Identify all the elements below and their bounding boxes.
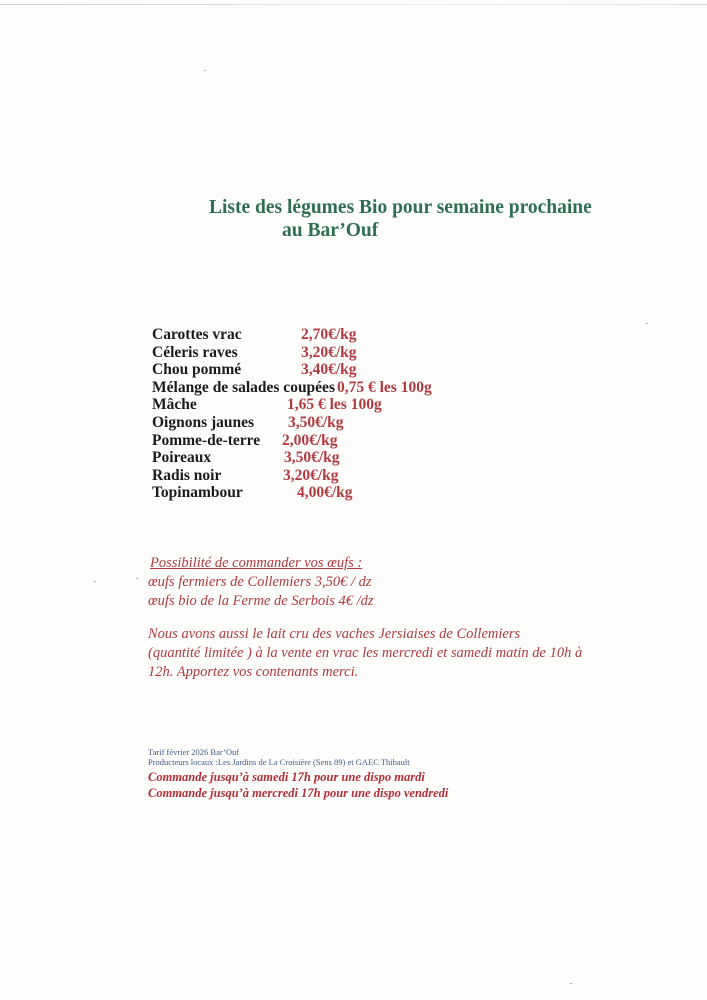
vegetable-price: 3,50€/kg [284,449,340,467]
vegetable-price: 3,40€/kg [301,361,357,379]
vegetable-price: 2,00€/kg [282,431,338,449]
page-subtitle: au Bar’Ouf [282,220,379,241]
order-deadline: Commande jusqu’à samedi 17h pour une dispo mardi [148,770,425,784]
vegetable-name: Oignons jaunes [152,413,255,431]
vegetable-name: Pomme-de-terre [152,431,261,449]
eggs-line: œufs fermiers de Collemiers 3,50€ / dz [148,574,372,590]
scan-speck [94,581,96,582]
list-item [152,467,652,485]
eggs-line: œufs bio de la Ferme de Serbois 4€ /dz [148,593,374,609]
order-deadline: Commande jusqu’à mercredi 17h pour une dispo vendredi [148,786,449,800]
vegetable-price-list [152,326,652,502]
scan-speck [570,983,572,984]
vegetable-name: Céleris raves [152,343,238,361]
vegetable-name: Topinambour [152,484,243,502]
vegetable-name: Chou pommé [152,361,242,379]
vegetable-price: 4,00€/kg [297,484,353,502]
list-item [152,326,652,344]
list-item [152,396,652,414]
vegetable-price: 1,65 € les 100g [287,396,382,414]
vegetable-name: Poireaux [152,449,212,467]
vegetable-name: Carottes vrac [152,326,242,343]
list-item [152,414,652,432]
scan-speck [646,323,648,324]
vegetable-price: 3,20€/kg [301,343,357,361]
list-item [152,379,652,397]
scan-speck [136,578,138,579]
vegetable-name: Radis noir [152,466,222,484]
page-title: Liste des légumes Bio pour semaine prochaine [209,197,592,218]
list-item [152,449,652,467]
list-item [152,484,652,502]
list-item [152,344,652,362]
vegetable-price: 0,75 € les 100g [337,378,432,396]
tarif-note: Tarif février 2026 Bar’Ouf [148,747,240,757]
scan-speck [204,70,206,71]
vegetable-price: 2,70€/kg [301,326,357,343]
list-item [152,361,652,379]
vegetable-price: 3,50€/kg [288,413,344,431]
vegetable-name: Mélange de salades coupées [152,378,335,396]
scan-edge-line [0,4,707,5]
milk-paragraph-line: Nous avons aussi le lait cru des vaches Jersiaises de Collemiers [148,626,521,642]
milk-paragraph-line: 12h. Apportez vos contenants merci. [148,664,359,680]
milk-paragraph-line: (quantité limitée ) à la vente en vrac les mercredi et samedi matin de 10h à [148,645,583,661]
list-item [152,432,652,450]
producers-note: Producteurs locaux :Les Jardins de La Croisière (Sens 89) et GAEC Thibault [148,757,410,767]
eggs-heading: Possibilité de commander vos œufs : [150,555,363,571]
vegetable-name: Mâche [152,396,197,414]
vegetable-price: 3,20€/kg [283,466,339,484]
